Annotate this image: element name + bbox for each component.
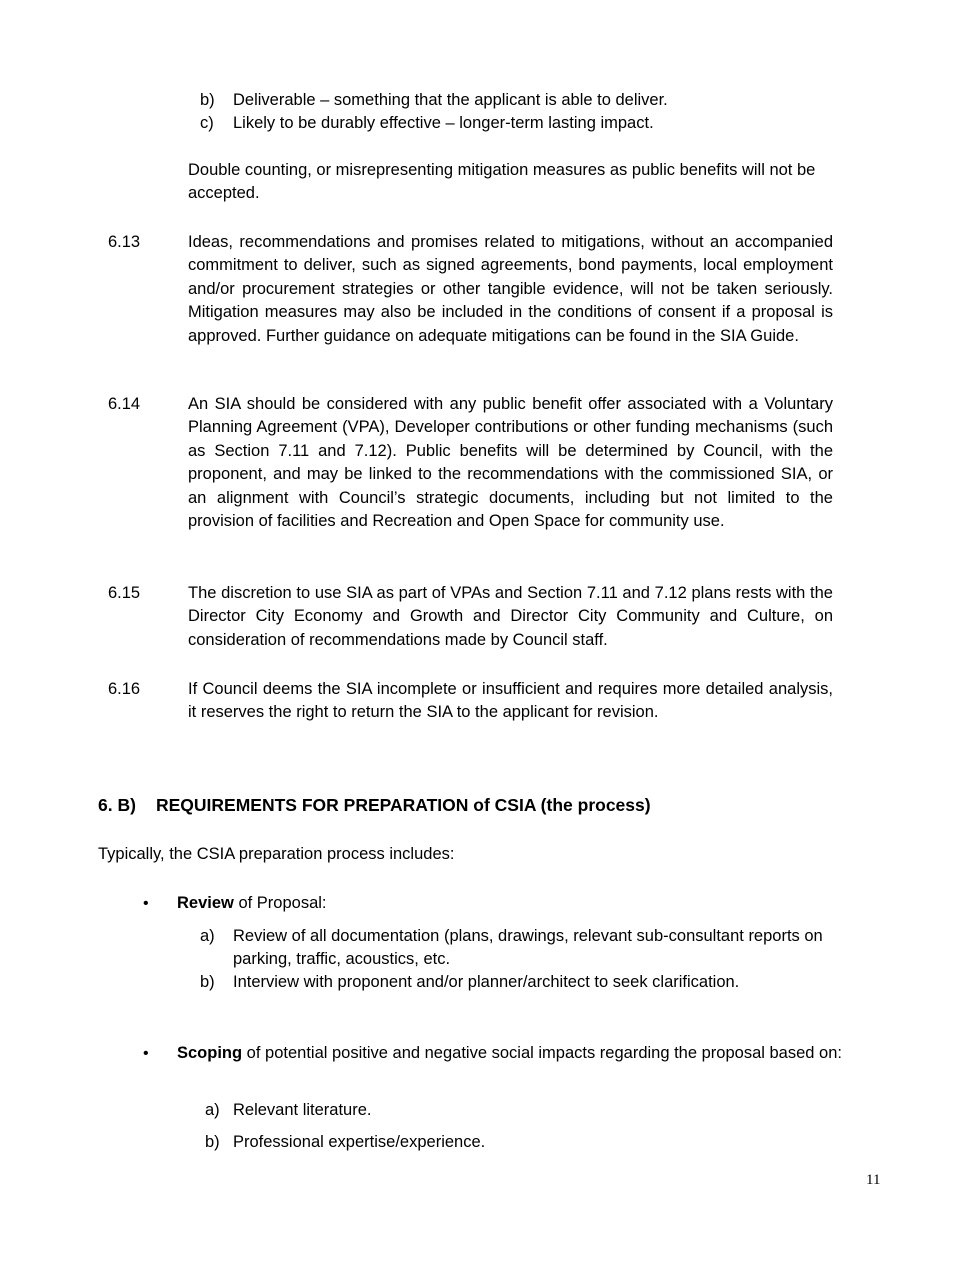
- bullet-text: [177, 892, 847, 915]
- paragraph-text: The discretion to use SIA as part of VPAs and Section 7.11 and 7.12 plans rests with the Director City Economy and Growth and Director City Community and Culture, on consideration of recommendations made by Council staff.: [188, 584, 833, 649]
- paragraph-text: Ideas, recommendations and promises related to mitigations, without an accompanied commitment to deliver, such as signed agreements, bond payments, local employment and/or procurement strategies or other tangible evidence, will not be taken seriously. Mitigation measures may also be included in the conditions of consent if a proposal is approved. Further guidance on adequate mitigations can be found in the SIA Guide.: [188, 233, 833, 345]
- list-item-text: Interview with proponent and/or planner/architect to seek clarification.: [233, 973, 740, 991]
- bullet-rest: of potential positive and negative social impacts regarding the proposal based on:: [242, 1044, 842, 1062]
- list-item-text: Deliverable – something that the applicant is able to deliver.: [233, 91, 668, 109]
- intro-text: Typically, the CSIA preparation process includes:: [98, 845, 455, 863]
- section-heading-title: REQUIREMENTS FOR PREPARATION of CSIA (the process): [156, 795, 651, 815]
- paragraph-number: 6.16: [108, 680, 141, 698]
- list-marker: a): [205, 1101, 220, 1119]
- list-item-text: Professional expertise/experience.: [233, 1133, 486, 1151]
- paragraph-number: 6.15: [108, 584, 141, 602]
- paragraph-number: 6.13: [108, 233, 141, 251]
- list-marker: b): [200, 91, 215, 109]
- paragraph-number: 6.14: [108, 395, 141, 413]
- section-heading-number: 6. B): [98, 795, 136, 815]
- bullet-bold-term: Review: [177, 894, 234, 912]
- bullet-text: [177, 1042, 847, 1065]
- list-marker: c): [200, 114, 214, 132]
- paragraph-text: If Council deems the SIA incomplete or insufficient and requires more detailed analysis, it reserves the right to return the SIA to the applicant for revision.: [188, 680, 833, 722]
- list-marker: a): [200, 927, 215, 945]
- list-marker: b): [200, 973, 215, 991]
- list-marker: b): [205, 1133, 220, 1151]
- list-item-text: Likely to be durably effective – longer-term lasting impact.: [233, 114, 654, 132]
- bullet-icon: •: [143, 1045, 149, 1062]
- double-counting-note: Double counting, or misrepresenting mitigation measures as public benefits will not be accepted.: [188, 161, 816, 203]
- bullet-icon: •: [143, 895, 149, 912]
- bullet-rest: of Proposal:: [233, 894, 327, 912]
- list-item-text: Relevant literature.: [233, 1101, 372, 1119]
- list-item-text: Review of all documentation (plans, drawings, relevant sub-consultant reports on parking, traffic, acoustics, etc.: [233, 927, 823, 969]
- paragraph-text: An SIA should be considered with any public benefit offer associated with a Voluntary Planning Agreement (VPA), Developer contributions or other funding mechanisms (such as Section 7.11 and 7.12). Public benefits will be determined by Council, with the proponent, and may be linked to the recommendations with the commissioned SIA, or an alignment with Council’s strategic documents, including but not limited to the provision of facilities and Recreation and Open Space for community use.: [188, 395, 833, 531]
- bullet-bold-term: Scoping: [177, 1044, 243, 1062]
- page-number: 11: [866, 1172, 881, 1188]
